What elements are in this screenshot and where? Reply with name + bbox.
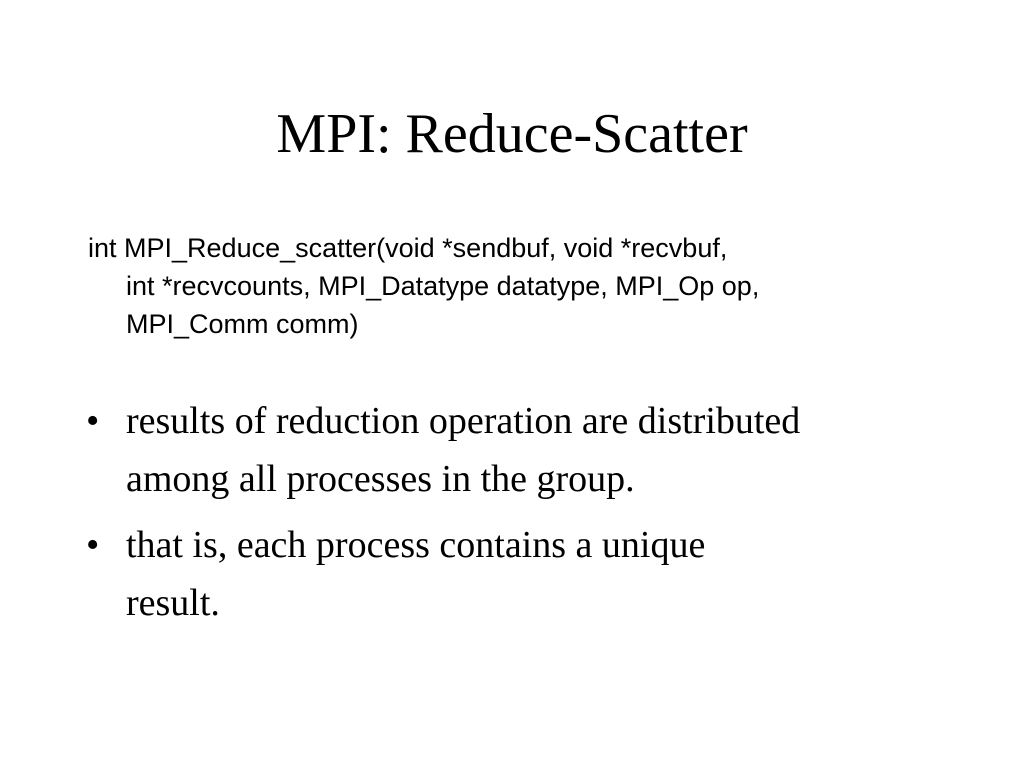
bullet-item [80, 392, 960, 508]
bullet-icon: • [86, 400, 100, 442]
bullet-text-line: that is, each process contains a unique [126, 524, 706, 566]
signature-line: int MPI_Reduce_scatter(void *sendbuf, void *recvbuf, [88, 233, 728, 263]
function-signature [88, 229, 948, 343]
bullet-icon: • [86, 524, 100, 566]
bullet-item [80, 516, 960, 632]
bullet-text-line: result. [126, 582, 220, 624]
bullet-text-line: results of reduction operation are distributed [126, 400, 801, 442]
signature-line: int *recvcounts, MPI_Datatype datatype, MPI_Op op, [126, 271, 760, 301]
slide-title: MPI: Reduce-Scatter [276, 103, 748, 165]
bullet-list [80, 392, 960, 640]
signature-line: MPI_Comm comm) [126, 309, 359, 339]
bullet-text-line: among all processes in the group. [126, 458, 635, 500]
